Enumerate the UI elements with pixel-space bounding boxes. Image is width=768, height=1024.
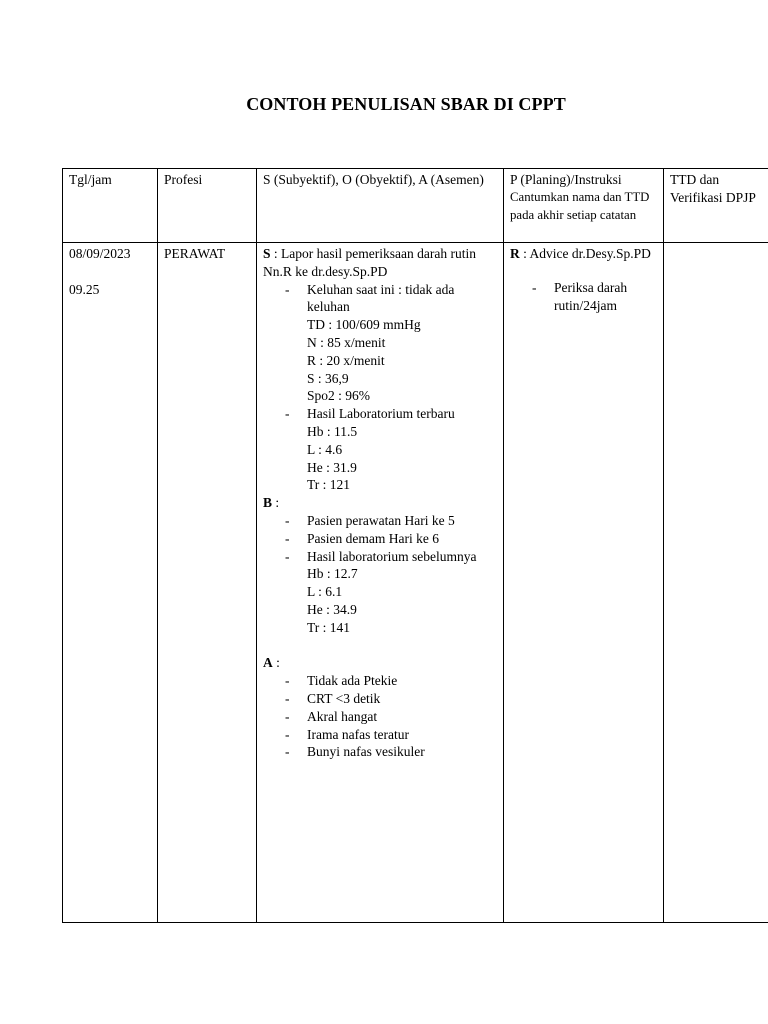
b-list [263,512,497,565]
table-header-row [63,169,768,243]
list-item: - Pasien perawatan Hari ke 5 [263,512,497,530]
a-list [263,672,497,761]
lab-now-values [263,423,497,494]
list-item: Spo2 : 96% [307,388,371,404]
s-list [263,281,497,317]
list-item: - Akral hangat [263,708,497,726]
list-item: Hb : 11.5 [307,423,358,439]
list-item: He : 34.9 [307,601,357,617]
cell-plan [504,243,664,923]
page-title: CONTOH PENULISAN SBAR DI CPPT [246,94,566,114]
entry-date: 08/09/2023 [69,246,131,261]
b-section: B : [263,495,280,511]
entry-time: 09.25 [69,281,100,297]
list-item: - CRT <3 detik [263,690,497,708]
s-label: S [263,246,271,261]
list-item: - Irama nafas teratur [263,726,497,744]
b-label: B [263,495,273,511]
header-soa: S (Subyektif), O (Obyektif), A (Asemen) [257,169,504,243]
r-label: R [510,246,520,261]
cell-date-time [63,243,158,923]
list-item: - Hasil laboratorium sebelumnya [263,548,497,566]
header-plan-title: P (Planing)/Instruksi [510,172,622,187]
r-section: R : Advice dr.Desy.Sp.PD [510,246,651,261]
list-item: Tr : 141 [307,619,351,635]
list-item: - Pasien demam Hari ke 6 [263,530,497,548]
r-list [510,279,657,315]
list-item: - Hasil Laboratorium terbaru [263,405,497,423]
cell-profesi: PERAWAT [158,243,257,923]
header-plan-note: Cantumkan nama dan TTD pada akhir setiap catatan [510,189,650,222]
list-item: L : 6.1 [307,584,343,600]
list-item: N : 85 x/menit [307,334,386,350]
list-item: Hb : 12.7 [307,566,358,582]
s-text: : Lapor hasil pemeriksaan darah rutin Nn.R ke dr.desy.Sp.PD [263,246,476,279]
cell-soa [257,243,504,923]
cell-ttd [664,243,768,923]
list-item: S : 36,9 [307,370,349,386]
header-profesi: Profesi [158,169,257,243]
list-item: TD : 100/609 mmHg [307,317,421,333]
cppt-table [62,168,768,923]
list-item: Tr : 121 [307,477,351,493]
s-section [263,245,497,281]
list-item: R : 20 x/menit [307,352,385,368]
table-row [63,243,768,923]
list-item: - Periksa darah rutin/24jam [510,279,657,315]
header-plan [504,169,664,243]
list-item: - Keluhan saat ini : tidak ada keluhan [263,281,497,317]
header-tgl-jam: Tgl/jam [63,169,158,243]
header-ttd: TTD dan Verifikasi DPJP [664,169,768,243]
a-label: A [263,655,273,671]
list-item: - Bunyi nafas vesikuler [263,743,497,761]
list-item: He : 31.9 [307,459,357,475]
lab-now-list [263,405,497,423]
list-item: L : 4.6 [307,441,343,457]
list-item: - Tidak ada Ptekie [263,672,497,690]
lab-prev-values [263,565,497,636]
vitals-list [263,316,497,405]
a-section: A : [263,655,280,671]
